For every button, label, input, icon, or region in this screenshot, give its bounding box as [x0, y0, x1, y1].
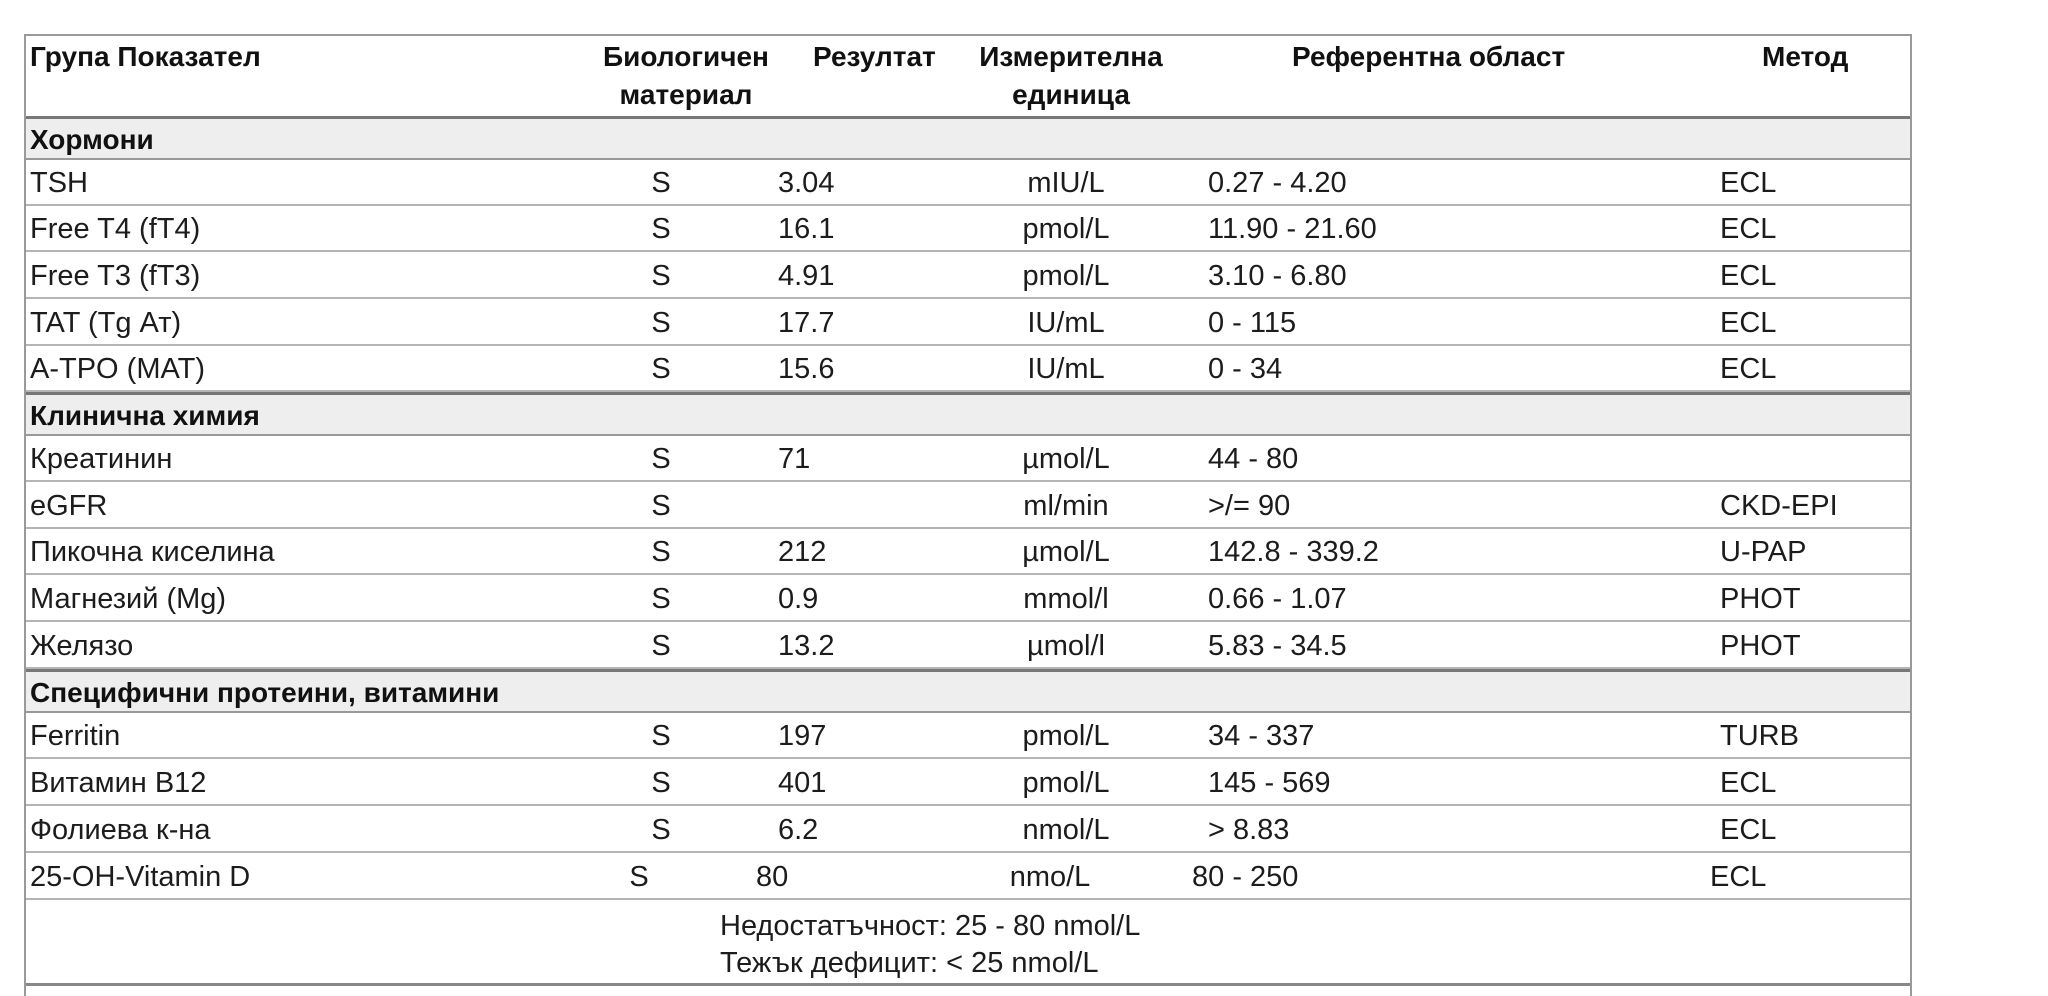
method: ECL — [1720, 260, 1777, 292]
header-reference: Референтна област — [1292, 41, 1566, 72]
unit: IU/mL — [1027, 353, 1105, 385]
result-value: 15.6 — [778, 353, 835, 385]
table-row — [26, 160, 1910, 206]
unit: pmol/L — [1022, 213, 1110, 245]
material: S — [651, 167, 671, 199]
reference-range: 5.83 - 34.5 — [1208, 630, 1347, 662]
test-name: Креатинин — [30, 443, 173, 475]
reference-range: 80 - 250 — [1192, 861, 1299, 893]
result-value: 197 — [778, 720, 827, 752]
table-row — [26, 807, 1910, 853]
material: S — [651, 720, 671, 752]
header-unit-line2: единица — [1012, 79, 1130, 110]
test-name: TAT (Tg Ат) — [30, 307, 182, 339]
material: S — [651, 353, 671, 385]
material: S — [651, 443, 671, 475]
material: S — [629, 861, 649, 893]
method: PHOT — [1720, 630, 1801, 662]
table-row — [26, 529, 1910, 575]
result-value: 3.04 — [778, 167, 835, 199]
method: ECL — [1720, 814, 1777, 846]
header-result: Резултат — [813, 41, 936, 72]
result-value: 401 — [778, 767, 827, 799]
unit: pmol/L — [1022, 720, 1110, 752]
method: ECL — [1710, 861, 1767, 893]
unit: IU/mL — [1027, 307, 1105, 339]
reference-range: 44 - 80 — [1208, 443, 1299, 475]
vitamin-d-note-insufficiency: Недостатъчност: 25 - 80 nmol/L — [720, 910, 1141, 942]
reference-range: > 8.83 — [1208, 814, 1290, 846]
reference-range: >/= 90 — [1208, 490, 1291, 522]
material: S — [651, 767, 671, 799]
result-value: 16.1 — [778, 213, 835, 245]
result-value: 13.2 — [778, 630, 835, 662]
material: S — [651, 307, 671, 339]
section-title: Клинична химия — [30, 400, 260, 431]
reference-range: 142.8 - 339.2 — [1208, 536, 1379, 568]
method: ECL — [1720, 213, 1777, 245]
table-header — [26, 36, 1910, 118]
test-name: Магнезий (Mg) — [30, 583, 227, 615]
unit: µmol/L — [1022, 443, 1110, 475]
test-name: Пикочна киселина — [30, 536, 275, 568]
material: S — [651, 260, 671, 292]
result-value: 4.91 — [778, 260, 835, 292]
method: ECL — [1720, 307, 1777, 339]
material: S — [651, 490, 671, 522]
header-material-line1: Биологичен — [603, 41, 769, 72]
table-row — [26, 623, 1910, 669]
result-value: 80 — [756, 861, 789, 893]
unit: µmol/L — [1022, 536, 1110, 568]
result-value: 212 — [778, 536, 827, 568]
method: CKD-EPI — [1720, 490, 1838, 522]
header-material-line2: материал — [619, 79, 753, 110]
table-row — [26, 436, 1910, 482]
material: S — [651, 536, 671, 568]
method: PHOT — [1720, 583, 1801, 615]
test-name: Витамин B12 — [30, 767, 207, 799]
unit: pmol/L — [1022, 767, 1110, 799]
reference-range: 0.27 - 4.20 — [1208, 167, 1347, 199]
material: S — [651, 814, 671, 846]
test-name: A-TPO (MAT) — [30, 353, 206, 385]
result-value: 71 — [778, 443, 811, 475]
vitamin-d-note — [26, 902, 1910, 986]
unit: mmol/l — [1023, 583, 1109, 615]
header-group: Група Показател — [30, 41, 261, 72]
table-row — [26, 713, 1910, 759]
material: S — [651, 583, 671, 615]
section-title: Хормони — [30, 124, 154, 155]
material: S — [651, 630, 671, 662]
test-name: Free T3 (fT3) — [30, 260, 201, 292]
unit: ml/min — [1023, 490, 1109, 522]
method: TURB — [1720, 720, 1799, 752]
table-row — [26, 206, 1910, 252]
test-name: eGFR — [30, 490, 108, 522]
reference-range: 145 - 569 — [1208, 767, 1331, 799]
reference-range: 3.10 - 6.80 — [1208, 260, 1347, 292]
table-row — [26, 483, 1910, 529]
reference-range: 34 - 337 — [1208, 720, 1315, 752]
result-value: 17.7 — [778, 307, 835, 339]
result-value: 6.2 — [778, 814, 819, 846]
unit: pmol/L — [1022, 260, 1110, 292]
table-row — [26, 760, 1910, 806]
unit: nmo/L — [1009, 861, 1091, 893]
table-row — [26, 300, 1910, 346]
test-name: Желязо — [30, 630, 134, 662]
test-name: Ferritin — [30, 720, 121, 752]
method: ECL — [1720, 353, 1777, 385]
test-name: Фолиева к-на — [30, 814, 211, 846]
unit: mIU/L — [1027, 167, 1105, 199]
unit: nmol/L — [1022, 814, 1110, 846]
lab-results-table — [24, 34, 1912, 996]
unit: µmol/l — [1027, 630, 1105, 662]
table-row — [26, 253, 1910, 299]
method: U-PAP — [1720, 536, 1807, 568]
reference-range: 0.66 - 1.07 — [1208, 583, 1347, 615]
reference-range: 0 - 115 — [1208, 307, 1297, 339]
material: S — [651, 213, 671, 245]
test-name: 25-OH-Vitamin D — [30, 861, 251, 893]
section-title: Специфични протеини, витамини — [30, 677, 500, 708]
test-name: TSH — [30, 167, 88, 199]
section-header — [26, 392, 1910, 436]
reference-range: 0 - 34 — [1208, 353, 1283, 385]
vitamin-d-note-severe-deficit: Тежък дефицит: < 25 nmol/L — [720, 947, 1099, 979]
header-unit-line1: Измерителна — [979, 41, 1163, 72]
section-header — [26, 669, 1910, 713]
table-row — [26, 346, 1910, 392]
table-row — [26, 854, 1910, 900]
test-name: Free T4 (fT4) — [30, 213, 201, 245]
reference-range: 11.90 - 21.60 — [1208, 213, 1377, 245]
result-value: 0.9 — [778, 583, 819, 615]
section-header — [26, 116, 1910, 160]
table-row — [26, 576, 1910, 622]
method: ECL — [1720, 167, 1777, 199]
header-method: Метод — [1762, 41, 1849, 72]
method: ECL — [1720, 767, 1777, 799]
